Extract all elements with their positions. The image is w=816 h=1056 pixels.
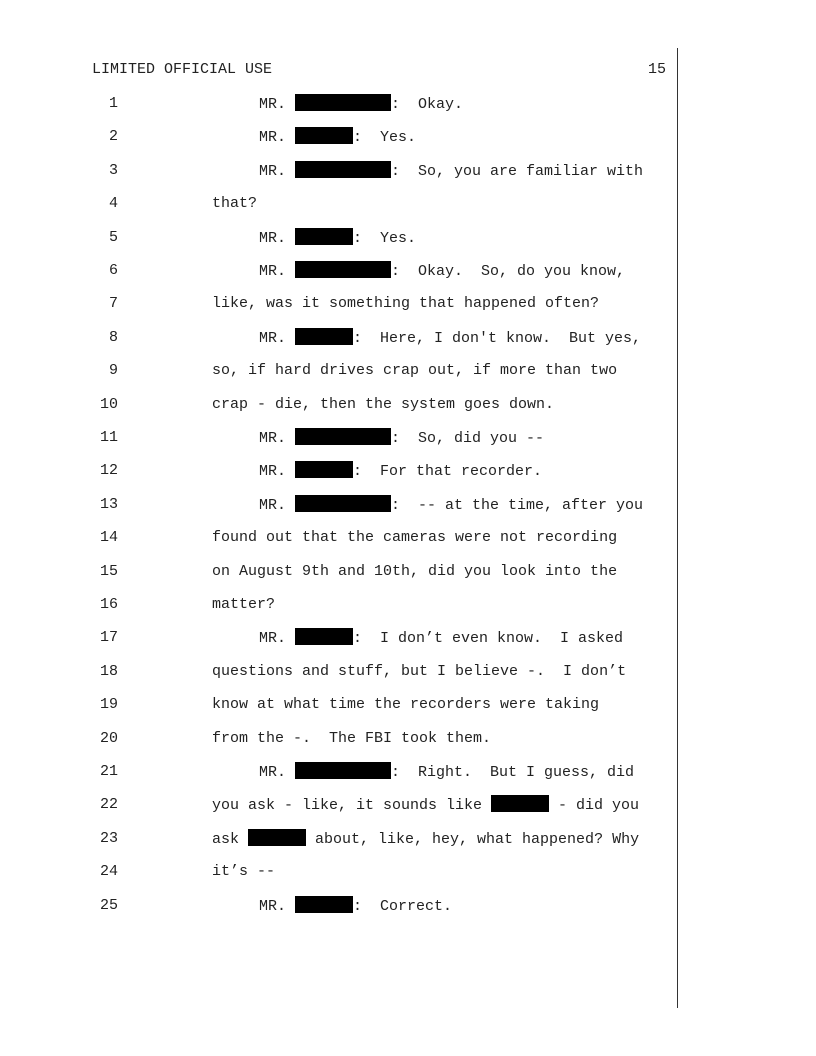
transcript-line — [0, 395, 816, 415]
line-number: 9 — [108, 362, 118, 380]
line-text — [212, 862, 275, 882]
transcript-line — [0, 896, 816, 916]
line-text — [212, 294, 599, 314]
line-number: 4 — [108, 195, 118, 213]
redaction-box — [248, 829, 306, 846]
speaker-title: MR. — [259, 897, 296, 915]
spoken-text: from the -. The FBI took them. — [212, 729, 492, 747]
redaction-box — [295, 328, 353, 345]
line-text — [259, 127, 416, 148]
spoken-text: : So, you are familiar with — [391, 162, 644, 180]
line-text — [259, 94, 463, 115]
transcript-line — [0, 528, 816, 548]
line-text — [212, 595, 275, 615]
spoken-text: - did you — [549, 797, 640, 815]
line-number: 14 — [99, 529, 118, 547]
redaction-box — [295, 261, 391, 278]
transcript-line — [0, 729, 816, 749]
transcript-line — [0, 127, 816, 147]
redaction-box — [295, 628, 353, 645]
speaker-title: MR. — [259, 263, 296, 280]
line-number: 20 — [99, 729, 118, 747]
transcript-line — [0, 94, 816, 114]
line-text — [259, 161, 643, 182]
line-text — [259, 428, 544, 449]
line-number: 16 — [99, 596, 118, 613]
redaction-box — [295, 161, 391, 178]
spoken-text: crap - die, then the system goes down. — [212, 395, 555, 413]
transcript-line — [0, 562, 816, 582]
line-number: 13 — [99, 495, 118, 513]
spoken-text: : Yes. — [353, 129, 417, 147]
line-text — [212, 829, 639, 850]
speaker-title: MR. — [259, 764, 296, 781]
classification-header: LIMITED OFFICIAL USE — [92, 61, 273, 78]
redaction-box — [295, 127, 353, 144]
transcript-line — [0, 194, 816, 214]
speaker-title: MR. — [259, 463, 296, 481]
line-number: 25 — [99, 896, 118, 914]
redaction-box — [491, 795, 549, 812]
line-text — [212, 795, 639, 816]
line-number: 7 — [108, 295, 118, 313]
spoken-text: like, was it something that happened often? — [212, 295, 600, 313]
spoken-text: : Okay. So, do you know, — [391, 263, 626, 280]
redaction-box — [295, 461, 353, 478]
spoken-text: matter? — [212, 596, 276, 613]
line-number: 12 — [99, 462, 118, 480]
redaction-box — [295, 495, 391, 512]
spoken-text: : Okay. — [391, 96, 464, 113]
transcript-line — [0, 161, 816, 181]
line-text — [212, 194, 257, 214]
line-text — [212, 662, 626, 682]
transcript-line — [0, 328, 816, 348]
line-number: 21 — [99, 763, 118, 780]
transcript-line — [0, 662, 816, 682]
line-text — [259, 261, 625, 282]
transcript-line — [0, 294, 816, 314]
line-text — [212, 361, 617, 381]
speaker-title: MR. — [259, 329, 296, 347]
line-text — [259, 328, 641, 349]
line-number: 3 — [108, 161, 118, 179]
transcript-line — [0, 862, 816, 882]
line-number: 18 — [99, 662, 118, 680]
line-text — [259, 461, 542, 482]
line-number: 15 — [99, 562, 118, 580]
spoken-text: so, if hard drives crap out, if more than two — [212, 362, 618, 380]
speaker-title: MR. — [259, 496, 296, 514]
line-text — [212, 729, 491, 749]
line-text — [212, 695, 599, 715]
line-number: 5 — [108, 228, 118, 246]
line-number: 1 — [108, 95, 118, 112]
spoken-text: : Correct. — [353, 897, 453, 915]
spoken-text: : -- at the time, after you — [391, 496, 644, 514]
spoken-text: questions and stuff, but I believe -. I don’t — [212, 662, 627, 680]
line-text — [212, 395, 554, 415]
spoken-text: : Here, I don't know. But yes, — [353, 329, 642, 347]
line-text — [259, 762, 634, 783]
line-number: 11 — [99, 429, 118, 446]
speaker-title: MR. — [259, 630, 296, 648]
redaction-box — [295, 228, 353, 245]
spoken-text: found out that the cameras were not recording — [212, 529, 618, 547]
line-number: 6 — [108, 262, 118, 279]
spoken-text: ask — [212, 830, 249, 848]
line-number: 19 — [99, 696, 118, 714]
transcript-line — [0, 628, 816, 648]
spoken-text: on August 9th and 10th, did you look into the — [212, 562, 618, 580]
line-text — [259, 495, 643, 516]
transcript-line — [0, 762, 816, 782]
redaction-box — [295, 896, 353, 913]
spoken-text: it’s -- — [212, 863, 276, 881]
line-text — [212, 528, 617, 548]
line-number: 10 — [99, 395, 118, 413]
spoken-text: : Yes. — [353, 229, 417, 247]
transcript-line — [0, 695, 816, 715]
transcript-line — [0, 428, 816, 448]
transcript-line — [0, 228, 816, 248]
line-text — [259, 896, 452, 917]
spoken-text: : For that recorder. — [353, 463, 543, 481]
spoken-text: know at what time the recorders were taking — [212, 696, 600, 714]
transcript-line — [0, 495, 816, 515]
transcript-line — [0, 361, 816, 381]
transcript-line — [0, 829, 816, 849]
transcript-line — [0, 461, 816, 481]
line-text — [212, 562, 617, 582]
speaker-title: MR. — [259, 162, 296, 180]
transcript-line — [0, 261, 816, 281]
spoken-text: : So, did you -- — [391, 430, 545, 447]
line-number: 23 — [99, 829, 118, 847]
transcript-line — [0, 595, 816, 615]
line-number: 17 — [99, 629, 118, 647]
transcript-line — [0, 795, 816, 815]
spoken-text: you ask - like, it sounds like — [212, 797, 492, 815]
line-text — [259, 628, 623, 649]
speaker-title: MR. — [259, 96, 296, 113]
line-number: 2 — [108, 128, 118, 146]
page-number: 15 — [647, 61, 666, 78]
redaction-box — [295, 762, 391, 779]
line-number: 22 — [99, 796, 118, 814]
spoken-text: that? — [212, 195, 258, 213]
redaction-box — [295, 94, 391, 111]
spoken-text: : Right. But I guess, did — [391, 764, 635, 781]
line-number: 24 — [99, 863, 118, 881]
spoken-text: about, like, hey, what happened? Why — [306, 830, 640, 848]
line-text — [259, 228, 416, 249]
line-number: 8 — [108, 328, 118, 346]
speaker-title: MR. — [259, 229, 296, 247]
redaction-box — [295, 428, 391, 445]
speaker-title: MR. — [259, 129, 296, 147]
speaker-title: MR. — [259, 430, 296, 447]
spoken-text: : I don’t even know. I asked — [353, 630, 624, 648]
